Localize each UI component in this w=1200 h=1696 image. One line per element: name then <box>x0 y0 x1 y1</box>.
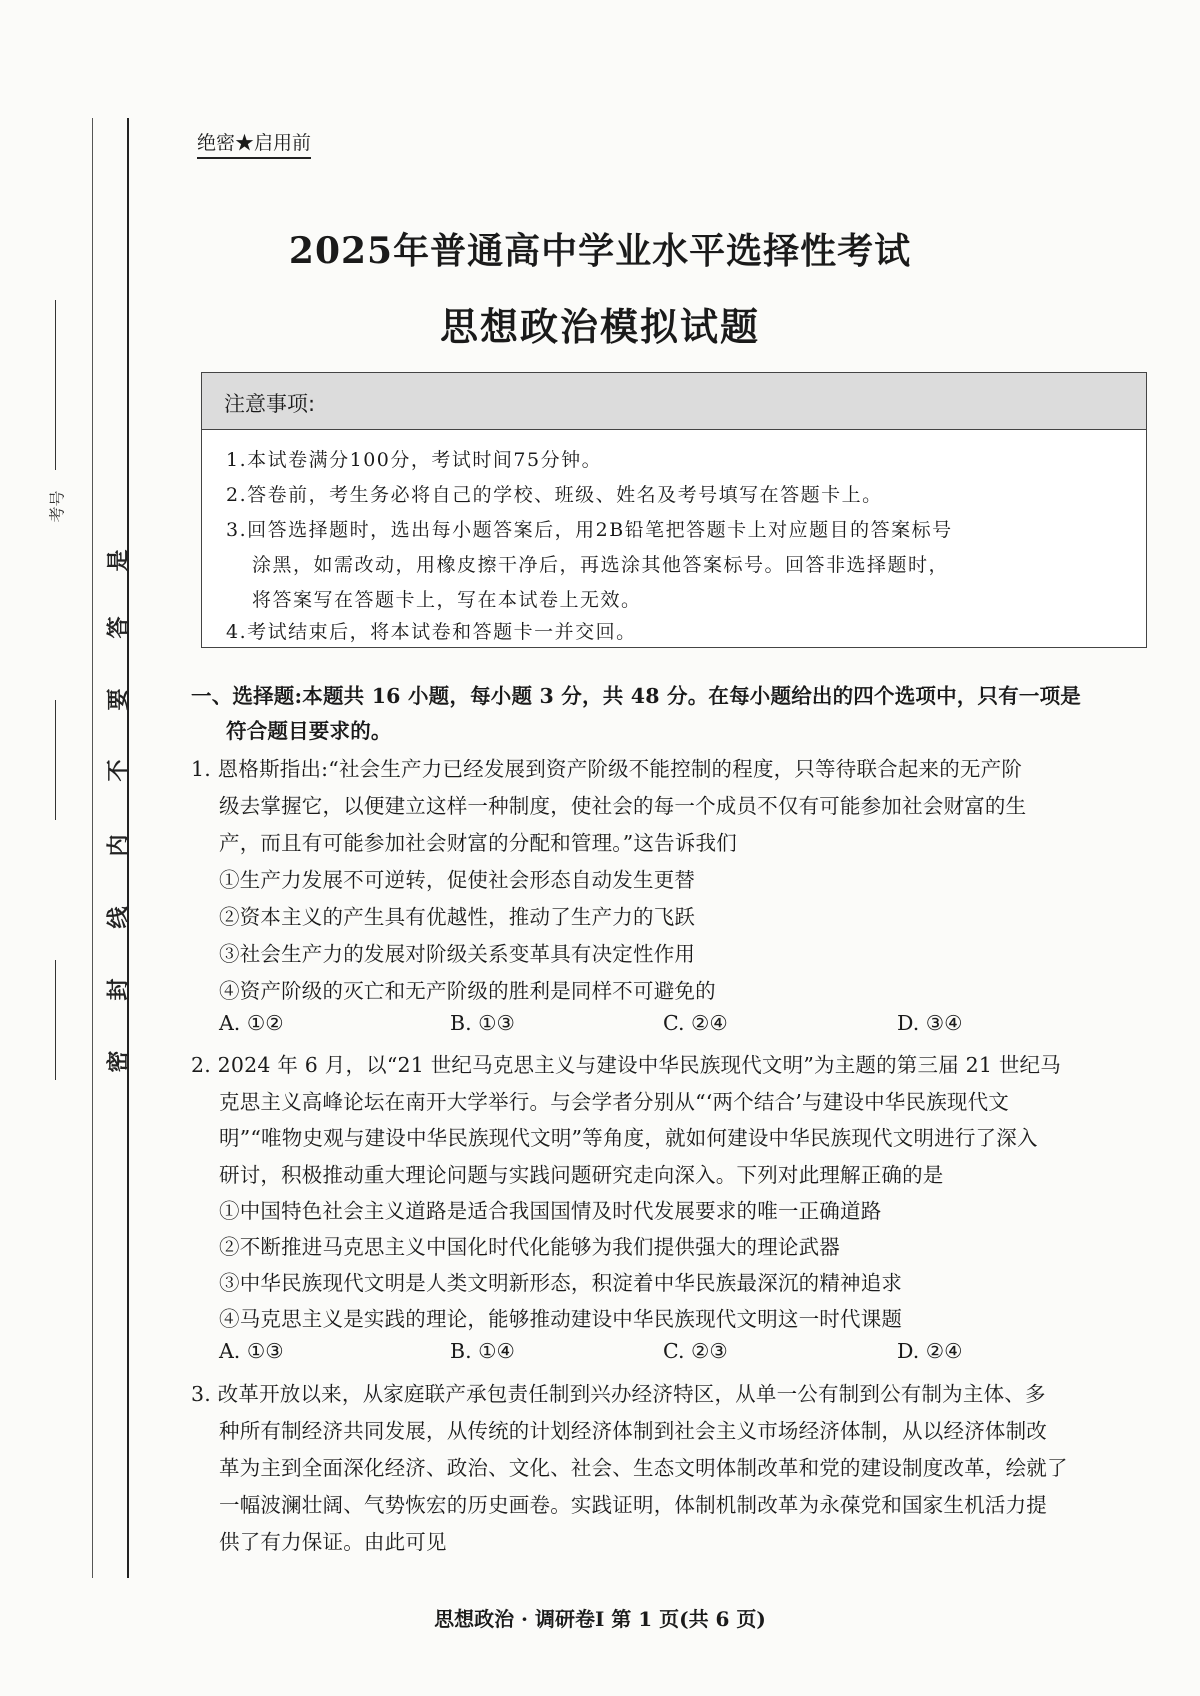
question-line: 克思主义高峰论坛在南开大学举行。与会学者分别从“‘两个结合’与建设中华民族现代文 <box>219 1090 1010 1114</box>
notice-item: 2.答卷前，考生务必将自己的学校、班级、姓名及考号填写在答题卡上。 <box>226 484 883 506</box>
option-a: A. ①③ <box>219 1339 284 1363</box>
seal-char: 线 <box>105 906 132 929</box>
exam-no-label: 考号 <box>47 490 67 523</box>
seal-char: 答 <box>105 616 132 639</box>
exam-subtitle: 思想政治模拟试题 <box>439 304 760 349</box>
notice-item: 4.考试结束后，将本试卷和答题卡一并交回。 <box>226 621 637 643</box>
question-line: 一幅波澜壮阔、气势恢宏的历史画卷。实践证明，体制机制改革为永葆党和国家生机活力提 <box>219 1493 1047 1517</box>
question-line: 1. 恩格斯指出:“社会生产力已经发展到资产阶级不能控制的程度，只等待联合起来的无产阶 <box>191 757 1023 781</box>
notice-heading: 注意事项: <box>224 392 316 416</box>
question-line: 产，而且有可能参加社会财富的分配和管理。”这告诉我们 <box>219 831 737 855</box>
seal-char: 要 <box>105 688 132 711</box>
page-footer: 思想政治 · 调研卷Ⅰ 第 1 页(共 6 页) <box>434 1607 766 1631</box>
question-line: 3. 改革开放以来，从家庭联产承包责任制到兴办经济特区，从单一公有制到公有制为主体、多 <box>191 1382 1046 1406</box>
section-heading-cont: 符合题目要求的。 <box>226 719 392 743</box>
option-d: D. ②④ <box>897 1339 963 1363</box>
statement: ③中华民族现代文明是人类文明新形态，积淀着中华民族最深沉的精神追求 <box>219 1271 903 1295</box>
option-a: A. ①② <box>219 1011 284 1035</box>
seal-char: 是 <box>105 549 132 572</box>
statement: ②不断推进马克思主义中国化时代化能够为我们提供强大的理论武器 <box>219 1235 840 1259</box>
statement: ④资产阶级的灭亡和无产阶级的胜利是同样不可避免的 <box>219 979 716 1003</box>
notice-box <box>201 372 1147 648</box>
notice-item: 3.回答选择题时，选出每小题答案后，用2B铅笔把答题卡上对应题目的答案标号 <box>226 519 953 541</box>
statement: ①生产力发展不可逆转，促使社会形态自动发生更替 <box>219 868 696 892</box>
statement: ②资本主义的产生具有优越性，推动了生产力的飞跃 <box>219 905 696 929</box>
option-b: B. ①③ <box>450 1011 515 1035</box>
question-line: 明”“唯物史观与建设中华民族现代文明”等角度，就如何建设中华民族现代文明进行了深入 <box>219 1126 1038 1150</box>
option-c: C. ②④ <box>663 1011 728 1035</box>
question-line: 供了有力保证。由此可见 <box>219 1530 447 1554</box>
question-line: 研讨，积极推动重大理论问题与实践问题研究走向深入。下列对此理解正确的是 <box>219 1163 944 1187</box>
statement: ①中国特色社会主义道路是适合我国国情及时代发展要求的唯一正确道路 <box>219 1199 882 1223</box>
exam-title: 2025年普通高中学业水平选择性考试 <box>288 230 912 272</box>
option-b: B. ①④ <box>450 1339 515 1363</box>
question-line: 2. 2024 年 6 月，以“21 世纪马克思主义与建设中华民族现代文明”为主题的第三届 21 世纪马 <box>191 1053 1061 1077</box>
option-c: C. ②③ <box>663 1339 728 1363</box>
question-line: 级去掌握它，以便建立这样一种制度，使社会的每一个成员不仅有可能参加社会财富的生 <box>219 794 1027 818</box>
seal-char: 密 <box>105 1050 132 1073</box>
seal-char: 不 <box>105 759 132 782</box>
statement: ④马克思主义是实践的理论，能够推动建设中华民族现代文明这一时代课题 <box>219 1307 903 1331</box>
statement: ③社会生产力的发展对阶级关系变革具有决定性作用 <box>219 942 696 966</box>
section-heading: 一、选择题:本题共 16 小题，每小题 3 分，共 48 分。在每小题给出的四个选项中，只有一项是 <box>191 684 1082 708</box>
name-fill-line <box>55 700 56 820</box>
notice-item: 将答案写在答题卡上，写在本试卷上无效。 <box>252 589 642 611</box>
confidential-mark: 绝密★启用前 <box>197 128 311 159</box>
option-d: D. ③④ <box>897 1011 963 1035</box>
seal-char: 内 <box>105 834 132 857</box>
seal-char: 封 <box>105 978 132 1001</box>
question-line: 种所有制经济共同发展，从传统的计划经济体制到社会主义市场经济体制，从以经济体制改 <box>219 1419 1047 1443</box>
notice-item: 涂黑，如需改动，用橡皮擦干净后，再选涂其他答案标号。回答非选择题时， <box>252 554 950 576</box>
notice-header <box>202 373 1146 430</box>
notice-item: 1.本试卷满分100分，考试时间75分钟。 <box>226 449 603 471</box>
class-fill-line <box>55 960 56 1080</box>
question-line: 革为主到全面深化经济、政治、文化、社会、生态文明体制改革和党的建设制度改革，绘就了 <box>219 1456 1068 1480</box>
